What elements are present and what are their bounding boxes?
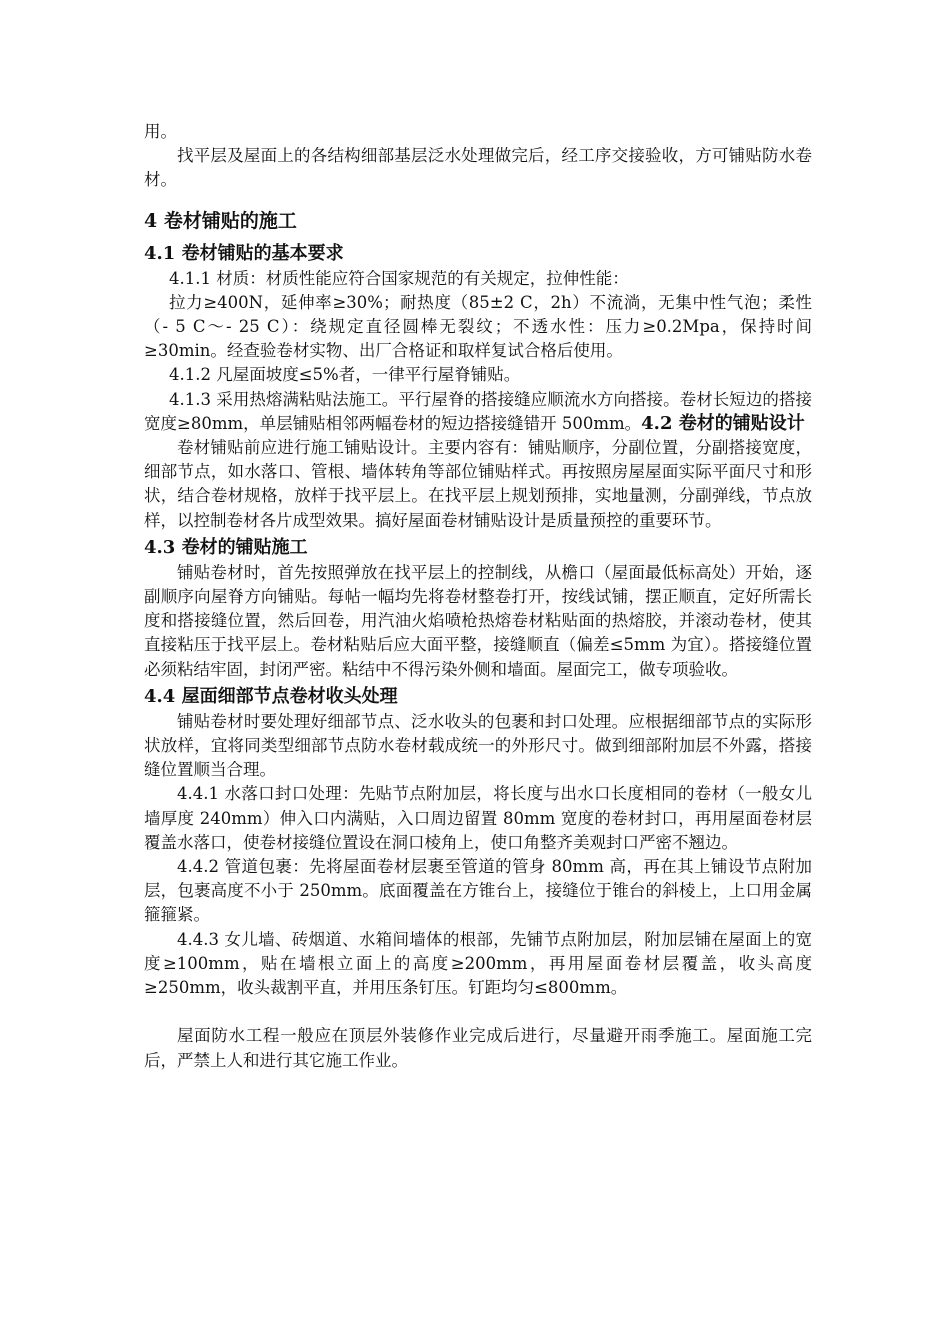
blank-line (144, 1000, 812, 1024)
paragraph: 4.1.1 材质：材质性能应符合国家规范的有关规定，拉伸性能： (169, 268, 629, 288)
subsection-heading: 4.2 卷材的铺贴设计 (641, 412, 805, 434)
subsection-heading: 4.4 屋面细部节点卷材收头处理 (144, 685, 398, 707)
paragraph: 铺贴卷材时要处理好细部节点、泛水收头的包裹和封口处理。应根据细部节点的实际形状放样，宜将同类型细部节点防水卷材载成统一的外形尺寸。做到细部附加层不外露，搭接缝位置顺当合理。 (144, 711, 812, 780)
paragraph: 4.1.2 凡屋面坡度≤5%者，一律平行屋脊铺贴。 (169, 365, 521, 385)
paragraph: 拉力≥400N，延伸率≥30%；耐热度（85±2 C，2h）不流淌，无集中性气泡；柔性（- 5 C～- 25 C）：绕规定直径圆棒无裂纹；不透水性：压力≥0.2Mpa，保持时间≥30min。经查验卷材实物、出厂合格证和取样复试合格后使用。 (144, 292, 812, 361)
paragraph: 用。 (144, 122, 177, 141)
subsection-heading: 4.3 卷材的铺贴施工 (144, 536, 308, 558)
paragraph-text: 4.1.3 采用热熔满粘贴法施工。平行屋脊的搭接缝应顺流水方向搭接。卷材长短边的搭接宽度≥80mm，单层铺贴相邻两幅卷材的短边搭接缝错开 500mm。 (144, 389, 812, 433)
paragraph: 4.4.1 水落口封口处理：先贴节点附加层，将长度与出水口长度相同的卷材（一般女儿墙厚度 240mm）伸入口内满贴，入口周边留置 80mm 宽度的卷材封口，再用屋面卷材层覆盖水落口，使卷材接缝位置设在洞口棱角上，使口角整齐美观封口严密不翘边。 (144, 784, 812, 852)
section-heading: 4 卷材铺贴的施工 (144, 209, 297, 232)
subsection-heading: 4.1 卷材铺贴的基本要求 (144, 242, 344, 264)
paragraph (144, 388, 812, 436)
document-page (144, 120, 812, 1073)
paragraph: 卷材铺贴前应进行施工铺贴设计。主要内容有：铺贴顺序，分副位置，分副搭接宽度，细部节点，如水落口、管根、墙体转角等部位铺贴样式。再按照房屋屋面实际平面尺寸和形状，结合卷材规格，放样于找平层上。在找平层上规划预排，实地量测，分副弹线，节点放样，以控制卷材各片成型效果。搞好屋面卷材铺贴设计是质量预控的重要环节。 (144, 438, 812, 530)
paragraph: 4.4.3 女儿墙、砖烟道、水箱间墙体的根部，先铺节点附加层，附加层铺在屋面上的宽度≥100mm，贴在墙根立面上的高度≥200mm，再用屋面卷材层覆盖，收头高度≥250mm，收头裁割平直，并用压条钉压。钉距均匀≤800mm。 (144, 929, 812, 998)
paragraph: 找平层及屋面上的各结构细部基层泛水处理做完后，经工序交接验收，方可铺贴防水卷材。 (144, 146, 812, 190)
paragraph: 4.4.2 管道包裹：先将屋面卷材层裹至管道的管身 80mm 高，再在其上铺设节点附加层，包裹高度不小于 250mm。底面覆盖在方锥台上，接缝位于锥台的斜棱上，上口用金属箍箍紧。 (144, 857, 812, 925)
paragraph: 铺贴卷材时，首先按照弹放在找平层上的控制线，从檐口（屋面最低标高处）开始，逐副顺序向屋脊方向铺贴。每帖一幅均先将卷材整卷打开，按线试铺，摆正顺直，定好所需长度和搭接缝位置，然后回卷，用汽油火焰喷枪热熔卷材粘贴面的热熔胶，并滚动卷材，使其直接粘压于找平层上。卷材粘贴后应大面平整，接缝顺直（偏差≤5mm 为宜）。搭接缝位置必须粘结牢固，封闭严密。粘结中不得污染外侧和墙面。屋面完工，做专项验收。 (144, 562, 812, 679)
paragraph: 屋面防水工程一般应在顶层外装修作业完成后进行，尽量避开雨季施工。屋面施工完后，严禁上人和进行其它施工作业。 (144, 1026, 812, 1070)
